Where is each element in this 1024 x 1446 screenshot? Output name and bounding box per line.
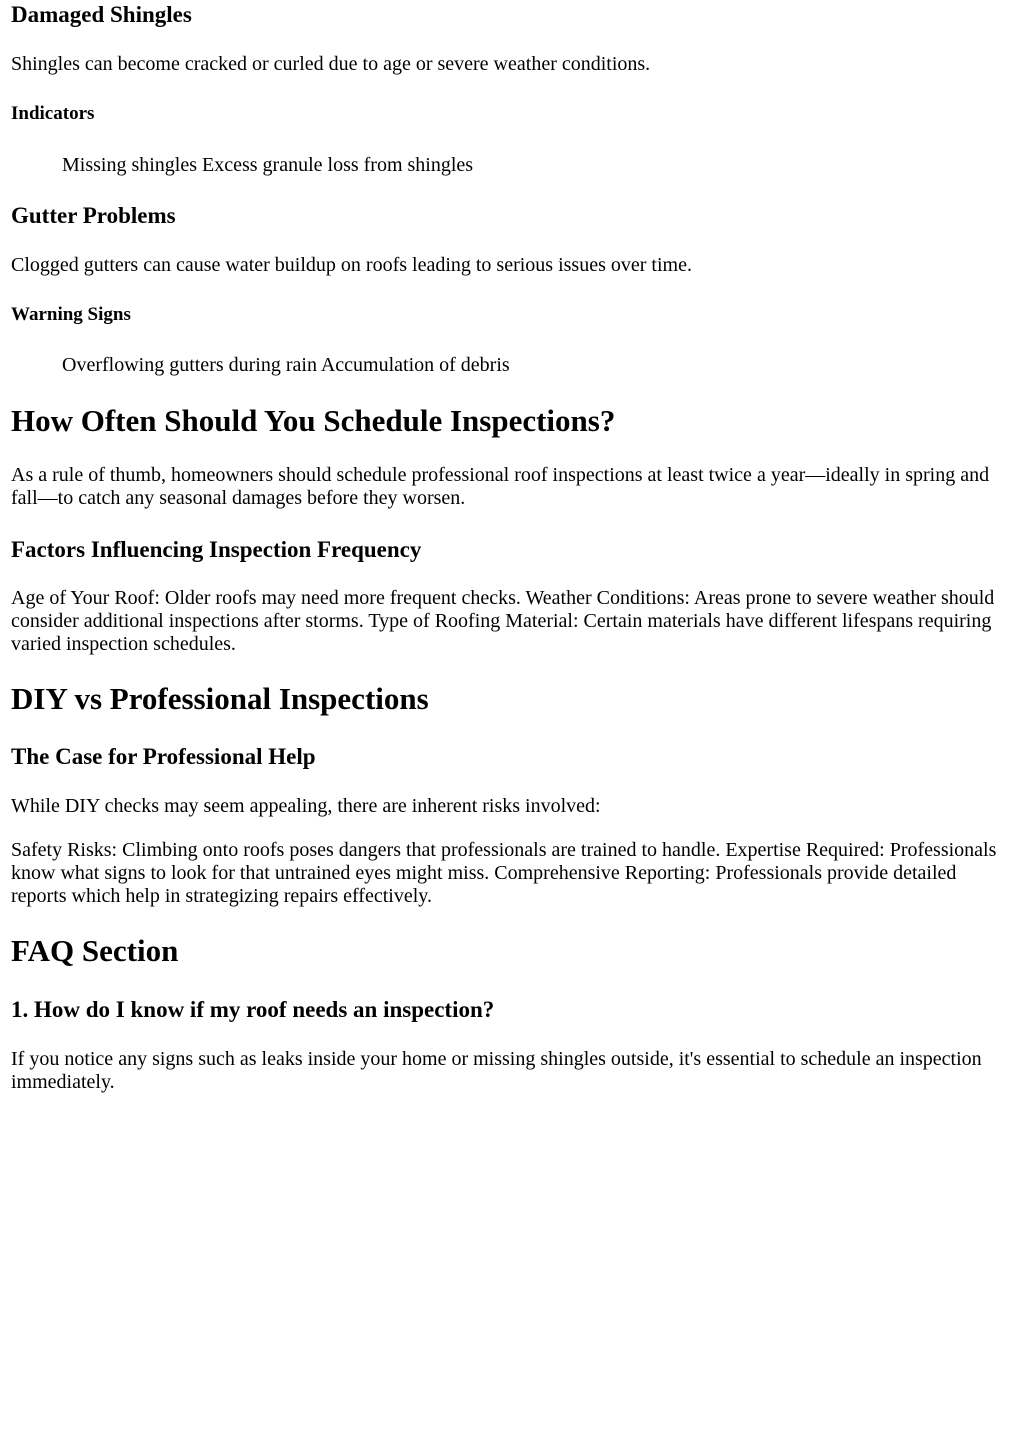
- faq-heading: FAQ Section: [11, 933, 179, 968]
- schedule-text: As a rule of thumb, homeowners should schedule professional roof inspections at least twice a year—ideally in spring and fall—to catch any seasonal damages before they worsen.: [11, 464, 990, 509]
- warning-signs-text: Overflowing gutters during rain Accumulation of debris: [62, 354, 510, 376]
- indicators-heading: Indicators: [11, 103, 95, 124]
- gutter-problems-heading: Gutter Problems: [11, 203, 176, 228]
- factors-heading: Factors Influencing Inspection Frequency: [11, 537, 422, 562]
- schedule-heading: How Often Should You Schedule Inspections?: [11, 403, 616, 438]
- damaged-shingles-text: Shingles can become cracked or curled due to age or severe weather conditions.: [11, 53, 651, 75]
- professional-help-heading: The Case for Professional Help: [11, 744, 316, 769]
- warning-signs-heading: Warning Signs: [11, 304, 131, 325]
- gutter-problems-text: Clogged gutters can cause water buildup on roofs leading to serious issues over time.: [11, 254, 692, 276]
- faq-question-1: 1. How do I know if my roof needs an inspection?: [11, 997, 495, 1022]
- indicators-text: Missing shingles Excess granule loss from shingles: [62, 154, 474, 176]
- damaged-shingles-heading: Damaged Shingles: [11, 2, 192, 27]
- diy-risks-text: Safety Risks: Climbing onto roofs poses dangers that professionals are trained to handle. Expertise Required: Professionals know what signs to look for that untrained eyes might miss. Comprehensive Reporting: Professionals provide detailed reports which help in strategizing repairs effectively.: [11, 839, 997, 907]
- diy-vs-pro-heading: DIY vs Professional Inspections: [11, 681, 429, 716]
- faq-answer-1: If you notice any signs such as leaks inside your home or missing shingles outside, it's essential to schedule an inspection immediately.: [11, 1048, 982, 1093]
- diy-intro-text: While DIY checks may seem appealing, there are inherent risks involved:: [11, 795, 601, 817]
- factors-text: Age of Your Roof: Older roofs may need more frequent checks. Weather Conditions: Areas prone to severe weather should consider additional inspections after storms. Type of Roofing Material: Certain materials have different lifespans requiring varied inspection schedules.: [11, 587, 995, 655]
